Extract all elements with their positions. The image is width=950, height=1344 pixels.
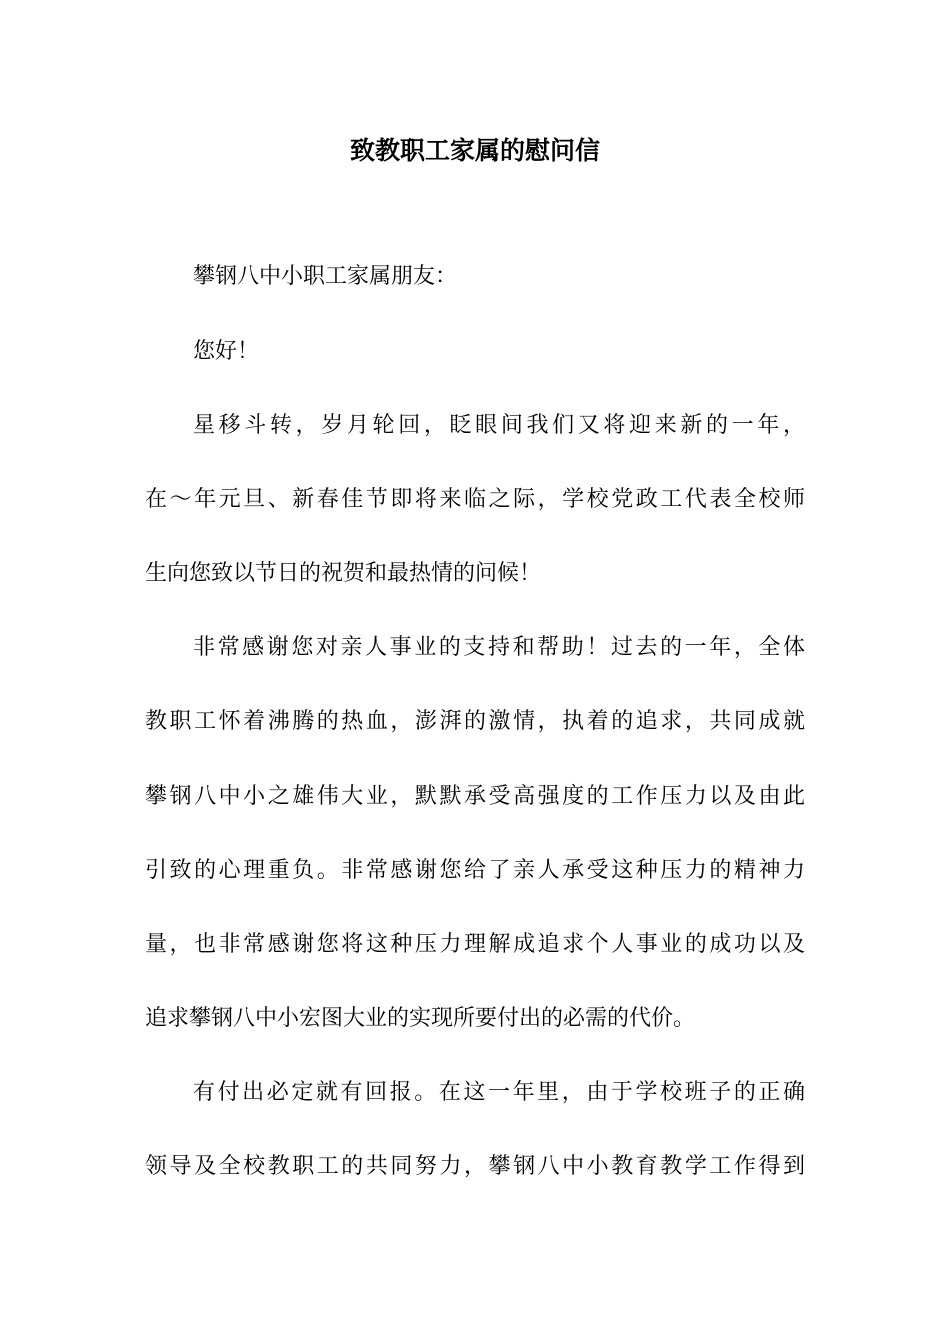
paragraph-line: 攀钢八中小之雄伟大业，默默承受高强度的工作压力以及由此 — [145, 784, 805, 809]
greeting-line: 您好！ — [193, 339, 260, 364]
paragraph-line: 在～年元旦、新春佳节即将来临之际，学校党政工代表全校师 — [145, 487, 805, 512]
salutation-line: 攀钢八中小职工家属朋友： — [193, 264, 458, 289]
paragraph-line: 非常感谢您对亲人事业的支持和帮助！过去的一年，全体 — [193, 635, 805, 660]
document-title: 致教职工家属的慰问信 — [349, 136, 600, 165]
paragraph-line: 量，也非常感谢您将这种压力理解成追求个人事业的成功以及 — [145, 932, 805, 957]
paragraph-line: 领导及全校教职工的共同努力，攀钢八中小教育教学工作得到 — [145, 1154, 805, 1179]
paragraph-line: 星移斗转，岁月轮回，眨眼间我们又将迎来新的一年， — [193, 413, 805, 438]
paragraph-line: 引致的心理重负。非常感谢您给了亲人承受这种压力的精神力 — [145, 858, 805, 883]
paragraph-line: 生向您致以节日的祝贺和最热情的问候！ — [145, 561, 542, 586]
paragraph-line: 教职工怀着沸腾的热血，澎湃的激情，执着的追求，共同成就 — [145, 709, 805, 734]
paragraph-line: 追求攀钢八中小宏图大业的实现所要付出的必需的代价。 — [145, 1006, 696, 1031]
paragraph-line: 有付出必定就有回报。在这一年里，由于学校班子的正确 — [193, 1080, 805, 1105]
